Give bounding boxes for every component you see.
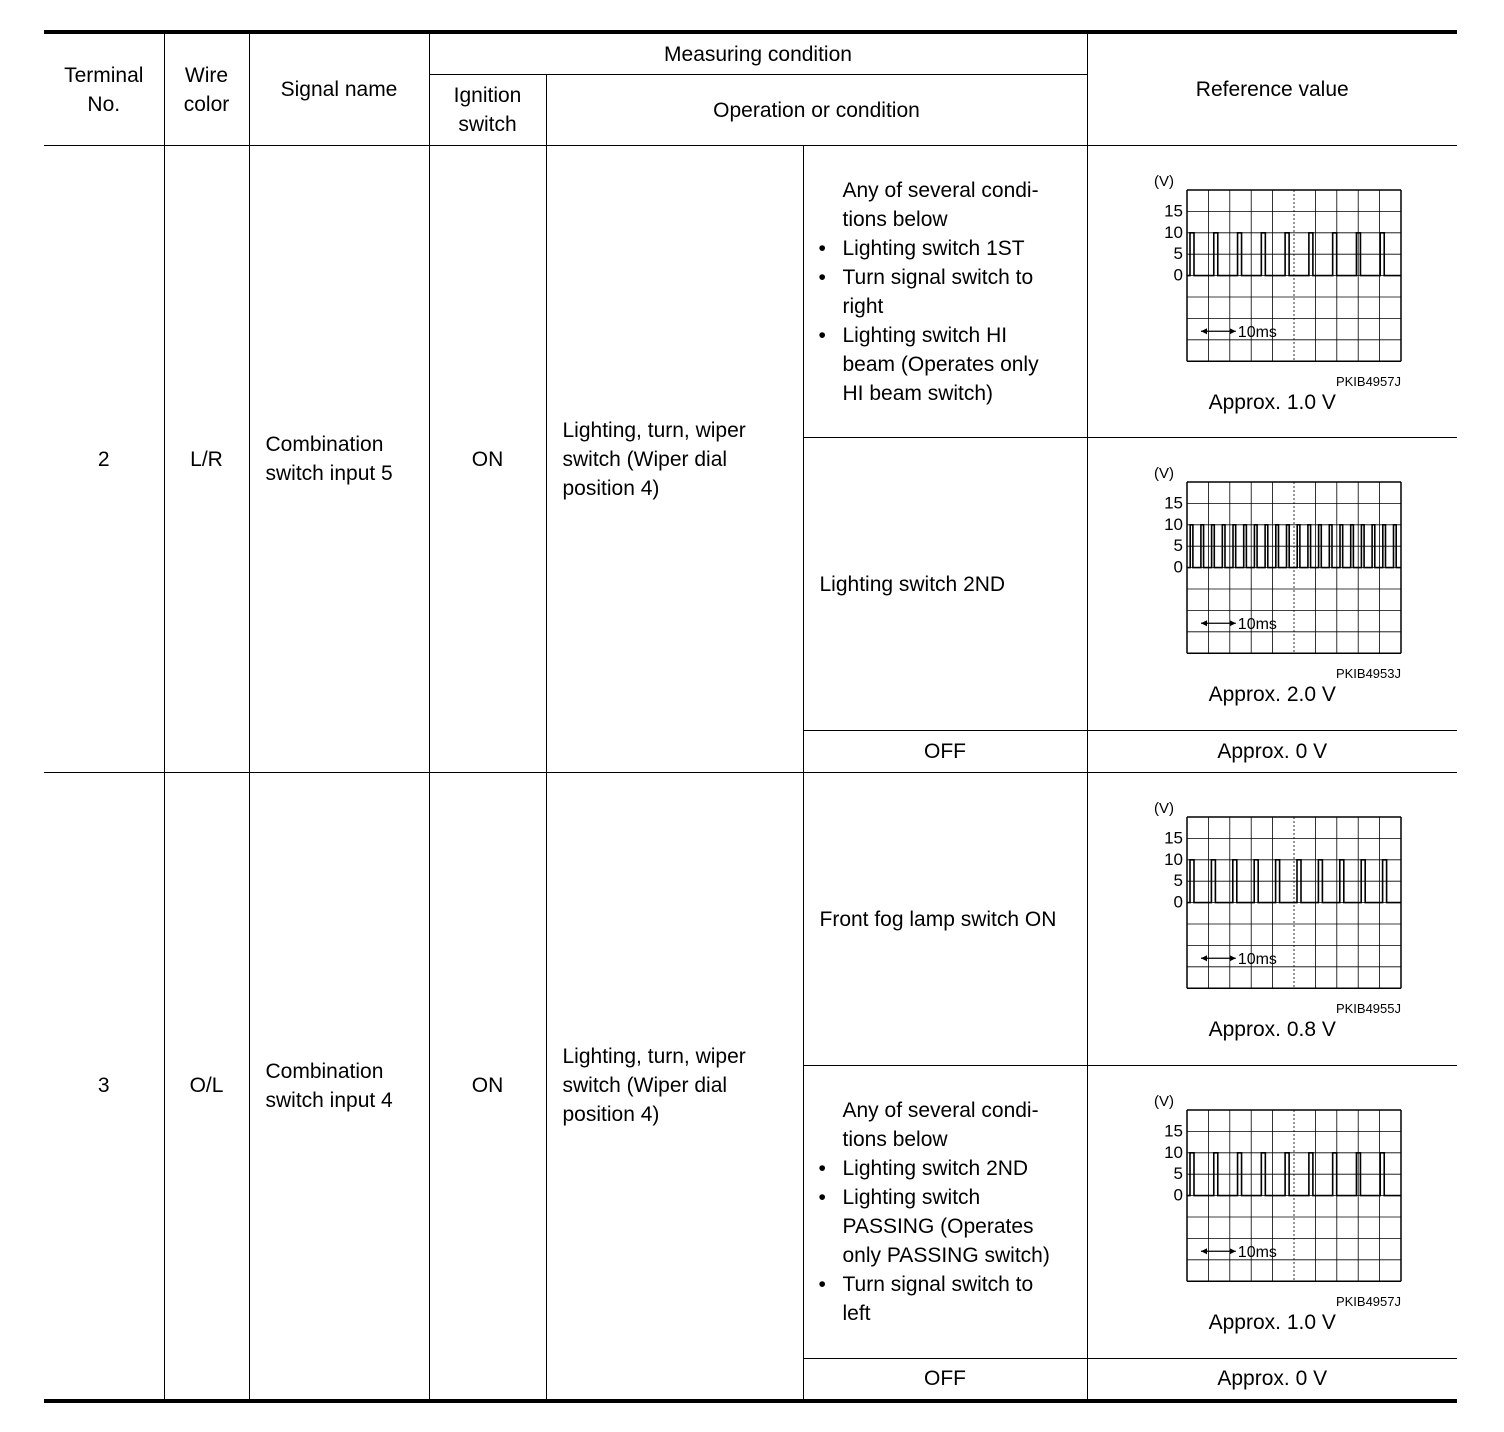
reference-value-cell — [1087, 1066, 1457, 1359]
axis-unit-label: (V) — [1154, 1093, 1175, 1110]
time-marker-arrow — [1230, 1248, 1236, 1254]
terminal-reference-table — [44, 30, 1457, 1403]
time-marker-arrow — [1230, 955, 1236, 961]
reference-value: Approx. 1.0 V — [1208, 390, 1336, 414]
condition-text: Lighting switch 2ND — [819, 572, 1006, 596]
reference-value: Approx. 0.8 V — [1208, 1018, 1336, 1041]
condition-off: OFF — [803, 1359, 1087, 1401]
oscilloscope-waveform — [1137, 1088, 1407, 1292]
y-tick-label: 5 — [1173, 871, 1184, 891]
y-tick-label: 0 — [1173, 892, 1184, 912]
condition-line: beam (Operates only — [842, 352, 1039, 376]
y-tick-label: 5 — [1173, 536, 1184, 556]
y-tick-label: 10 — [1164, 1142, 1184, 1162]
y-tick-label: 10 — [1164, 849, 1184, 869]
condition-text: Front fog lamp switch ON — [819, 907, 1057, 931]
time-scale-label: 10ms — [1238, 1244, 1278, 1262]
reference-value: Approx. 0 V — [1087, 1359, 1457, 1401]
time-marker-arrow — [1230, 328, 1236, 334]
time-scale-label: 10ms — [1238, 951, 1278, 969]
figure-code: PKIB4957J — [1335, 1294, 1401, 1309]
operation-2: Lighting, turn, wiper switch (Wiper dial position 4) — [546, 146, 803, 773]
reference-value: Approx. 1.0 V — [1208, 1311, 1336, 1334]
figure-code: PKIB4953J — [1335, 666, 1401, 681]
axis-unit-label: (V) — [1154, 800, 1175, 817]
condition-list — [804, 1096, 1087, 1328]
header-signal-name: Signal name — [249, 32, 429, 146]
condition-line: right — [842, 294, 884, 318]
time-marker-arrow — [1230, 620, 1236, 626]
y-tick-label: 0 — [1173, 265, 1184, 285]
terminal-2: 2 — [44, 146, 164, 773]
condition-line: HI beam switch) — [842, 381, 994, 405]
condition-line: • Lighting switch HI — [843, 321, 1083, 350]
wire-color-3: O/L — [164, 773, 249, 1401]
reference-value: Approx. 2.0 V — [1208, 683, 1336, 706]
y-tick-label: 10 — [1164, 222, 1184, 242]
ignition-3: ON — [429, 773, 546, 1401]
reference-value-cell — [1087, 773, 1457, 1066]
header-reference-value: Reference value — [1087, 32, 1457, 146]
time-marker-arrow — [1201, 328, 1207, 334]
time-marker-arrow — [1201, 1248, 1207, 1254]
condition-line: Any of several condi- — [842, 178, 1039, 202]
ignition-2: ON — [429, 146, 546, 773]
condition-off: OFF — [803, 731, 1087, 773]
condition-list — [804, 176, 1087, 408]
condition-cell — [803, 146, 1087, 438]
figure-code: PKIB4955J — [1335, 1001, 1401, 1016]
signal-name-3: Combination switch input 4 — [249, 773, 429, 1401]
terminal-3: 3 — [44, 773, 164, 1401]
y-tick-label: 5 — [1173, 243, 1184, 263]
time-marker-arrow — [1201, 955, 1207, 961]
header-operation-or-condition: Operation or condition — [546, 75, 1087, 146]
axis-unit-label: (V) — [1154, 172, 1175, 190]
signal-name-2: Combination switch input 5 — [249, 146, 429, 773]
condition-line: • Lighting switch 2ND — [843, 1154, 1083, 1183]
y-tick-label: 5 — [1173, 1164, 1184, 1184]
condition-line: left — [842, 1302, 871, 1325]
condition-line: • Lighting switch 1ST — [843, 234, 1083, 263]
reference-value-cell — [1087, 438, 1457, 731]
condition-line: • Turn signal switch to — [843, 263, 1083, 292]
y-tick-label: 0 — [1173, 557, 1184, 577]
operation-3: Lighting, turn, wiper switch (Wiper dial position 4) — [546, 773, 803, 1401]
wire-color-2: L/R — [164, 146, 249, 773]
condition-line: • Lighting switch — [843, 1183, 1083, 1212]
header-wire-color: Wire color — [164, 32, 249, 146]
time-marker-arrow — [1201, 620, 1207, 626]
y-tick-label: 15 — [1164, 828, 1184, 848]
y-tick-label: 15 — [1164, 1121, 1184, 1141]
figure-code: PKIB4957J — [1335, 373, 1401, 389]
header-measuring-condition: Measuring condition — [429, 32, 1087, 75]
oscilloscope-waveform — [1137, 168, 1407, 372]
condition-line: only PASSING switch) — [842, 1244, 1050, 1267]
oscilloscope-waveform — [1137, 460, 1407, 664]
condition-line: PASSING (Operates — [842, 1215, 1034, 1238]
axis-unit-label: (V) — [1154, 465, 1175, 482]
condition-cell — [803, 438, 1087, 731]
header-terminal-no: Terminal No. — [44, 32, 164, 146]
y-tick-label: 0 — [1173, 1185, 1184, 1205]
header-ignition-switch: Ignition switch — [429, 75, 546, 146]
y-tick-label: 15 — [1164, 493, 1184, 513]
condition-line: tions below — [842, 207, 948, 231]
condition-line: • Turn signal switch to — [843, 1270, 1083, 1299]
oscilloscope-waveform — [1137, 795, 1407, 999]
time-scale-label: 10ms — [1238, 616, 1278, 634]
reference-value: Approx. 0 V — [1087, 731, 1457, 773]
y-tick-label: 10 — [1164, 514, 1184, 534]
condition-line: Any of several condi- — [842, 1099, 1039, 1122]
time-scale-label: 10ms — [1238, 323, 1278, 341]
condition-cell — [803, 1066, 1087, 1359]
condition-line: tions below — [842, 1128, 948, 1151]
reference-value-cell — [1087, 146, 1457, 438]
condition-cell — [803, 773, 1087, 1066]
y-tick-label: 15 — [1164, 200, 1184, 220]
